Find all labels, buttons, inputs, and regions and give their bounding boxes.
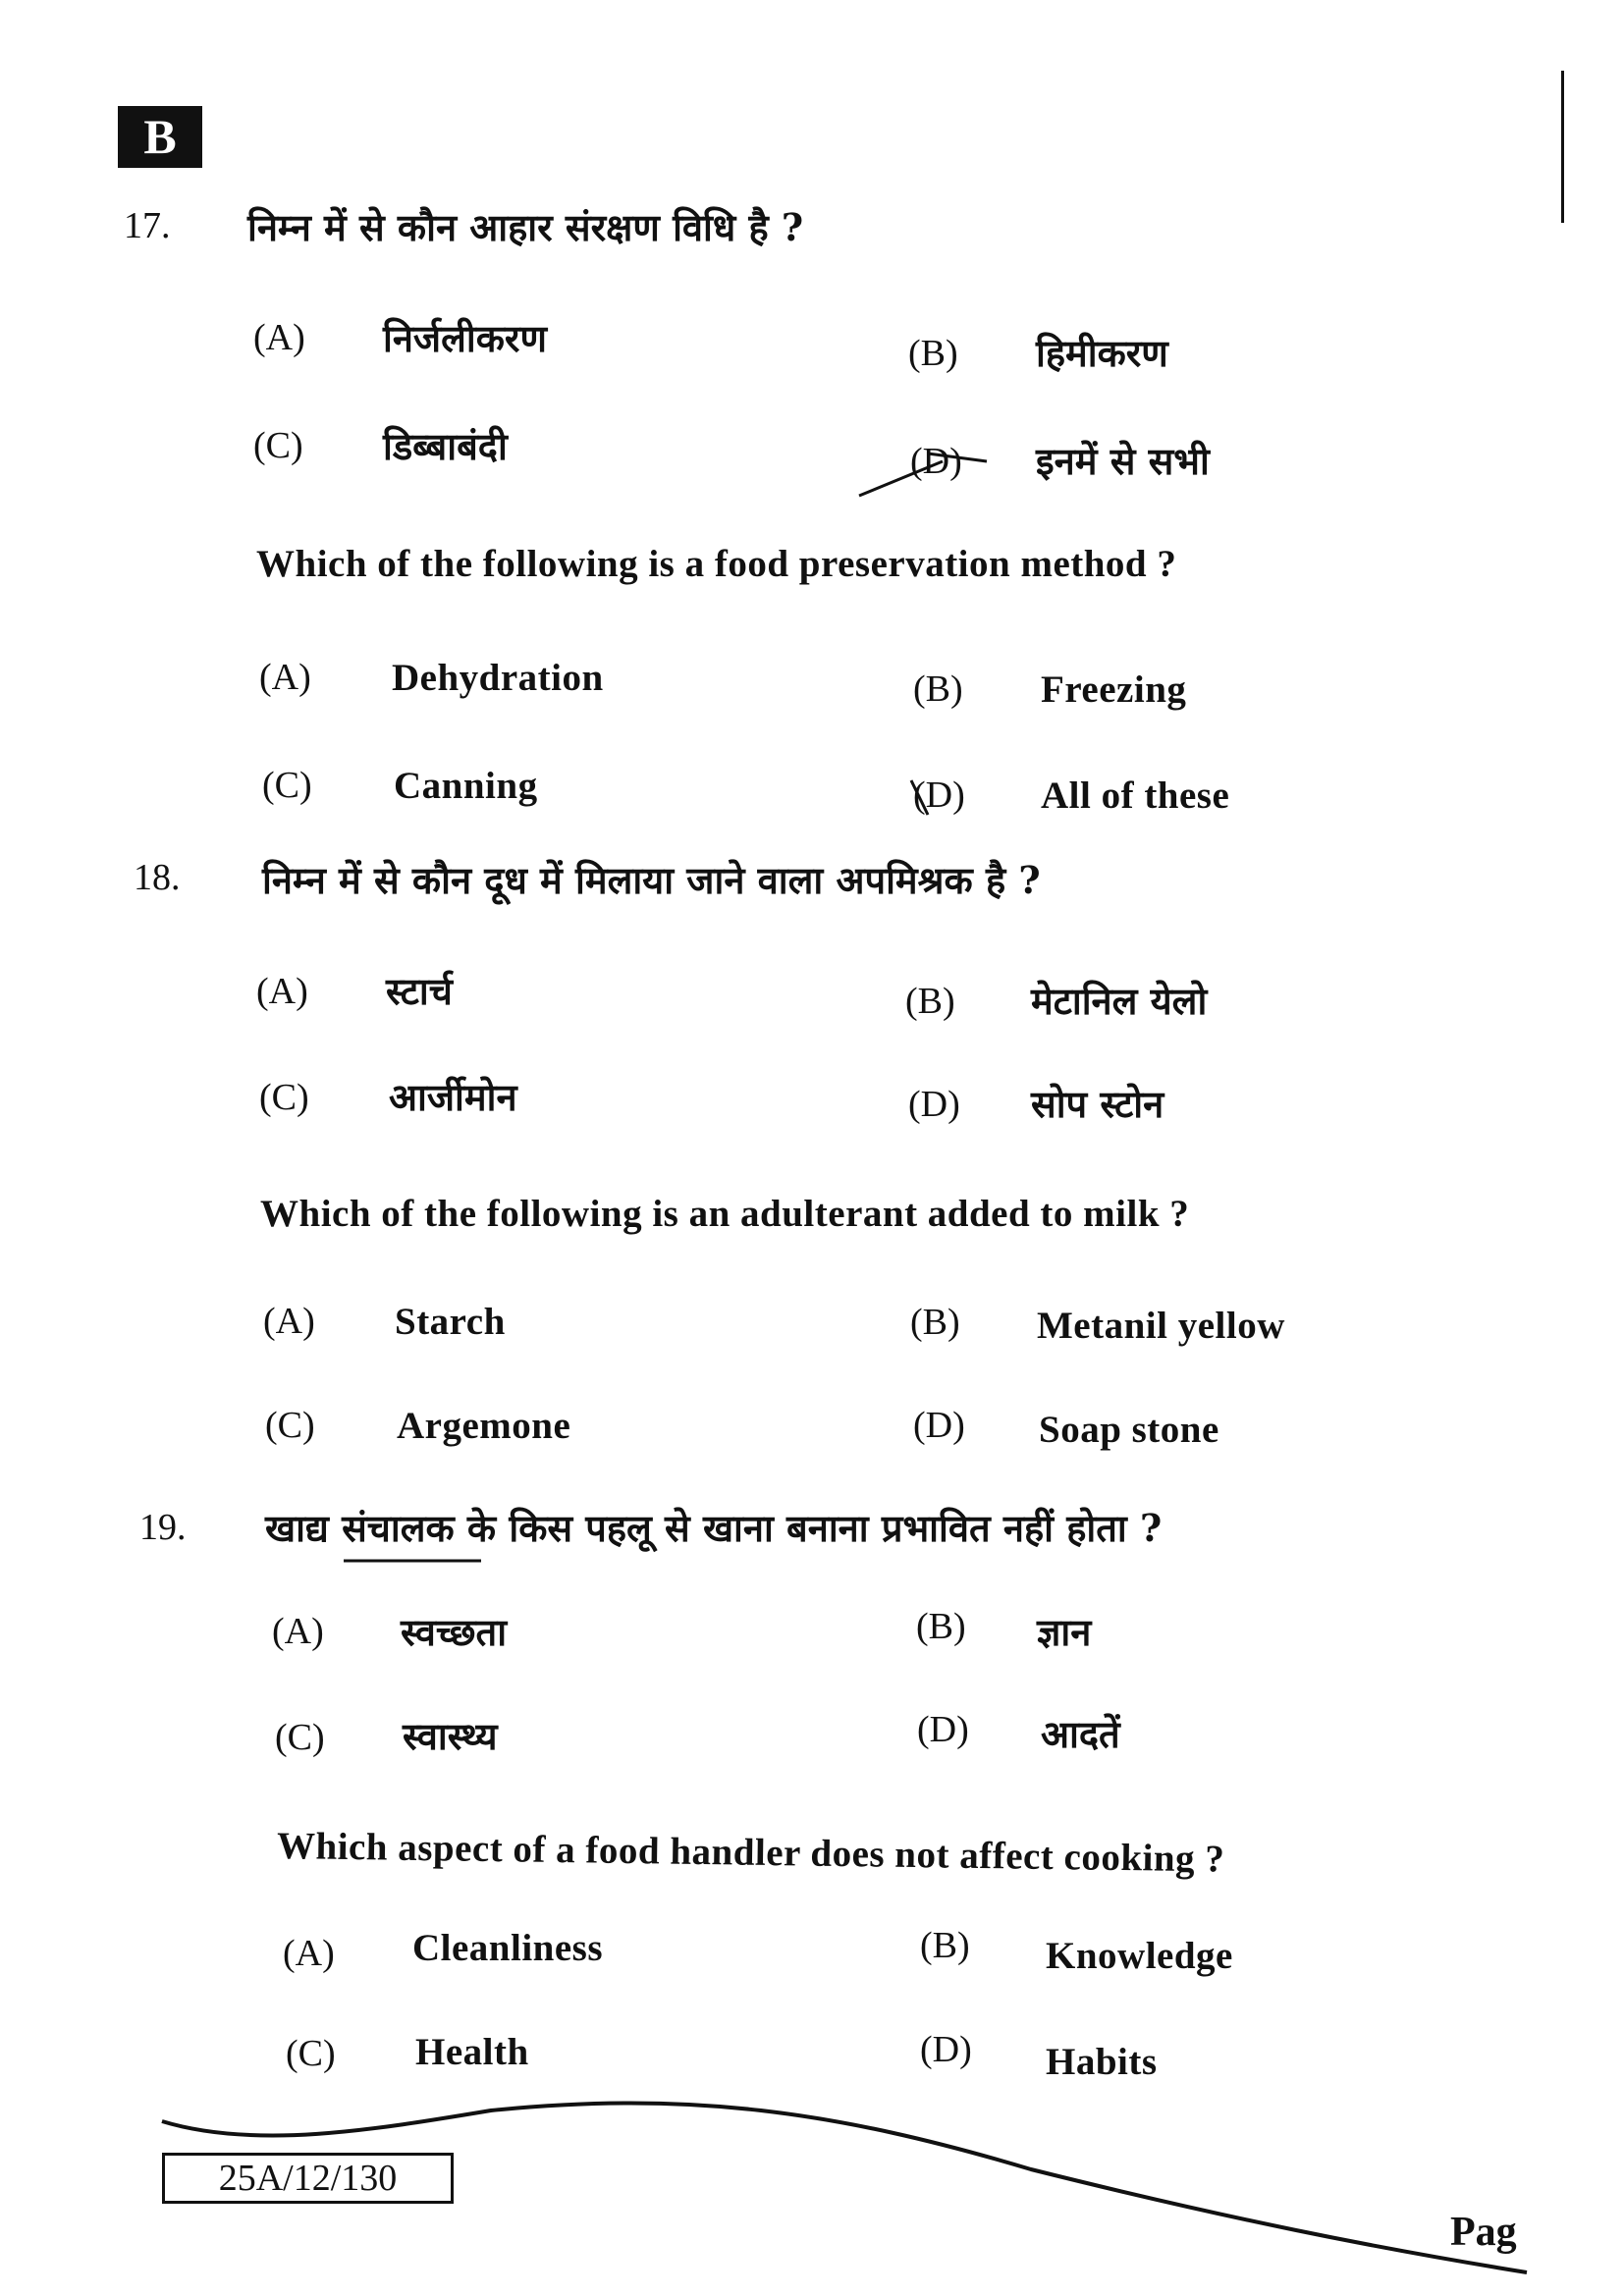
question-text-english: Which of the following is an adulterant added to milk ? [260, 1193, 1190, 1235]
option-label: (B) [905, 981, 955, 1022]
option-text: Health [415, 2031, 529, 2073]
option-label: (B) [910, 1302, 960, 1343]
option-label: (B) [916, 1606, 966, 1647]
option-label: (A) [253, 317, 305, 358]
option-text: Cleanliness [412, 1927, 604, 1969]
option-text: मेटानिल येलो [1031, 979, 1208, 1023]
option-label: (D) [913, 774, 965, 816]
option-label: (B) [908, 333, 958, 374]
question-text-hindi: निम्न में से कौन दूध में मिलाया जाने वाला अपमिश्रक है ? [262, 858, 1041, 902]
option-label: (D) [913, 1405, 965, 1446]
option-label: (A) [263, 1301, 315, 1342]
option-text: स्टार्च [386, 969, 453, 1013]
option-label: (B) [913, 668, 963, 710]
series-badge: B [118, 106, 202, 168]
option-text: Soap stone [1039, 1409, 1219, 1451]
option-text: स्वच्छता [401, 1610, 508, 1654]
option-label: (A) [259, 657, 311, 698]
option-label: (C) [275, 1717, 325, 1758]
option-text: हिमीकरण [1036, 331, 1168, 375]
option-label: (A) [272, 1611, 324, 1652]
question-number: 17. [124, 205, 171, 246]
answer-tick-mark [859, 454, 987, 496]
option-text: आर्जीमोन [389, 1075, 517, 1119]
option-text: ज्ञान [1037, 1610, 1092, 1654]
option-label: (C) [259, 1077, 309, 1118]
option-text: Canning [394, 765, 538, 807]
option-label: (A) [283, 1933, 335, 1974]
option-label: (C) [286, 2033, 336, 2074]
question-text-english: Which aspect of a food handler does not affect cooking ? [276, 1825, 1225, 1881]
option-text: Argemone [397, 1405, 571, 1447]
option-text: Knowledge [1046, 1935, 1233, 1977]
question-number: 19. [139, 1507, 187, 1548]
option-text: Starch [395, 1301, 506, 1343]
page-label: Pag [1450, 2210, 1517, 2255]
option-label: (C) [265, 1405, 315, 1446]
option-text: निर्जलीकरण [383, 316, 547, 360]
option-text: आदतें [1041, 1712, 1120, 1756]
option-text: Habits [1046, 2041, 1158, 2083]
answer-tick-mark [911, 780, 928, 815]
option-label: (D) [917, 1709, 969, 1750]
option-text: स्वास्थ्य [403, 1714, 498, 1758]
option-text: Dehydration [392, 657, 604, 699]
option-text: Metanil yellow [1037, 1305, 1285, 1347]
option-label: (D) [908, 1084, 960, 1125]
question-number: 18. [134, 857, 181, 898]
option-label: (D) [920, 2029, 972, 2070]
option-label: (A) [256, 971, 308, 1012]
option-label: (B) [920, 1925, 970, 1966]
question-text-hindi: खाद्य संचालक के किस पहलू से खाना बनाना प्रभावित नहीं होता ? [265, 1506, 1163, 1550]
question-text-english: Which of the following is a food preservation method ? [256, 543, 1177, 585]
paper-code: 25A/12/130 [162, 2153, 454, 2204]
option-text: डिब्बाबंदी [383, 424, 508, 468]
option-text: सोप स्टोन [1031, 1082, 1164, 1126]
option-label: (C) [253, 425, 303, 466]
option-text: इनमें से सभी [1036, 439, 1210, 483]
question-text-hindi: निम्न में से कौन आहार संरक्षण विधि है ? [247, 205, 804, 249]
option-text: Freezing [1041, 668, 1187, 711]
option-text: All of these [1041, 774, 1230, 817]
option-label: (D) [910, 441, 962, 482]
option-label: (C) [262, 765, 312, 806]
